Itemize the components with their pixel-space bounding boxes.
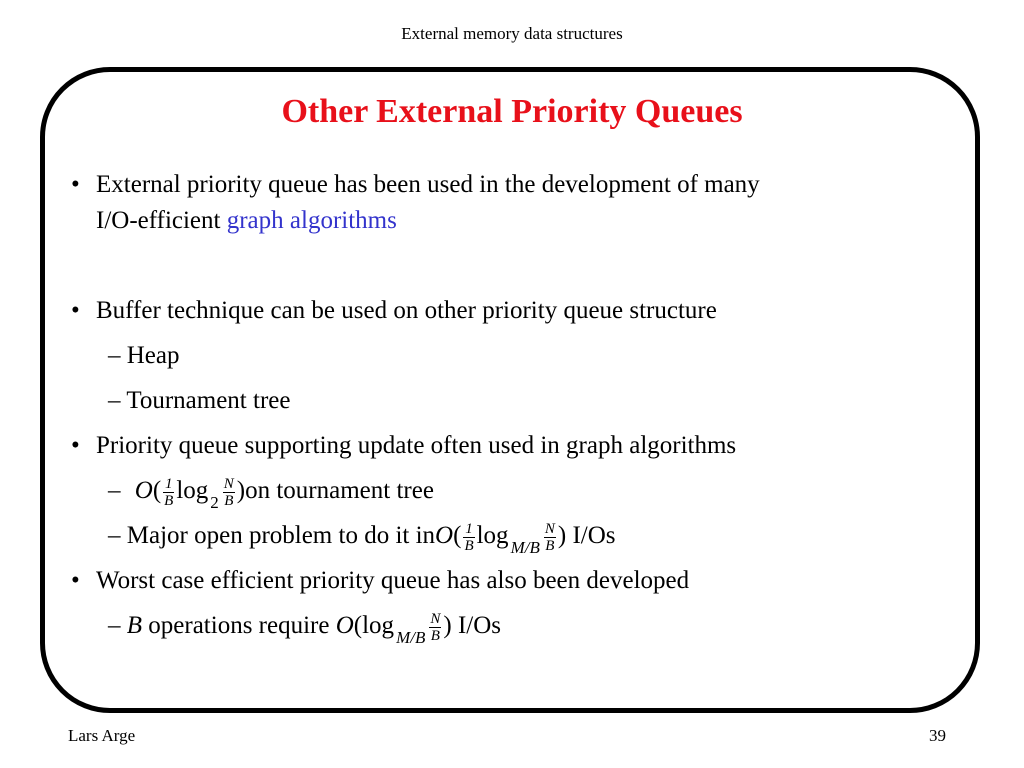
bullet-marker: • [71,567,80,594]
open-paren: ( [353,612,363,640]
bullet-2-text: Buffer technique can be used on other priority queue structure [96,297,717,324]
subitem-tournament-tree [108,386,290,416]
subitem-complexity-tournament [108,476,434,518]
denominator: B [545,538,555,554]
fraction-1-over-b [463,521,474,554]
denominator: B [464,538,474,554]
denominator: B [430,628,440,644]
close-paren: ) [236,477,246,505]
b-variable: B [126,612,143,640]
log-base: M/B [396,628,426,648]
fraction-1-over-b [163,476,174,509]
subitem-open-problem [108,521,616,563]
complexity-suffix: on tournament tree [245,477,434,505]
open-paren: ( [152,477,162,505]
big-o-symbol: O [134,477,153,505]
course-header: External memory data structures [401,24,623,43]
numerator: 1 [164,476,173,492]
dash: – [108,522,121,550]
denominator: B [164,493,174,509]
close-paren: ) [557,522,567,550]
big-o-symbol: O [435,522,454,550]
log-symbol: log [176,477,209,505]
footer-author: Lars Arge [68,726,136,745]
log-symbol: log [362,612,395,640]
numerator: N [544,521,555,537]
numerator: N [223,476,234,492]
bullet-1-prefix: I/O-efficient [96,207,227,234]
bullet-marker: • [71,297,80,324]
open-paren: ( [453,522,462,550]
fraction-n-over-b [223,476,235,509]
graph-algorithms-highlight: graph algorithms [226,207,397,234]
dash: – [108,612,121,640]
slide-title: Other External Priority Queues [281,93,743,130]
dash: – [108,342,121,369]
big-o-symbol: O [335,612,354,640]
numerator: 1 [465,521,473,537]
bullet-1-line-2 [96,206,397,236]
io-suffix: I/Os [457,612,501,640]
close-paren: ) [443,612,452,640]
dash: – [108,477,121,505]
fraction-n-over-b [429,611,441,644]
dash: – [108,387,121,414]
bullet-4-text: Worst case efficient priority queue has also been developed [96,567,690,594]
operations-text: operations require [148,612,330,640]
bullet-marker: • [71,432,80,459]
log-base: 2 [210,493,219,513]
footer-page-number: 39 [929,726,946,745]
subitem-heap [108,341,180,371]
subitem-label: Heap [126,342,180,369]
bullet-marker: • [71,171,80,198]
log-symbol: log [476,522,509,550]
numerator: N [430,611,441,627]
fraction-n-over-b [544,521,556,554]
denominator: B [224,493,234,509]
subitem-label: Tournament tree [126,387,291,414]
log-base: M/B [510,538,540,558]
bullet-1-line-1: External priority queue has been used in the development of many [96,171,760,198]
subitem-b-operations [108,611,501,653]
bullet-3-text: Priority queue supporting update often used in graph algorithms [96,432,737,459]
open-problem-prefix: Major open problem to do it in [126,522,436,550]
io-suffix: I/Os [572,522,616,550]
